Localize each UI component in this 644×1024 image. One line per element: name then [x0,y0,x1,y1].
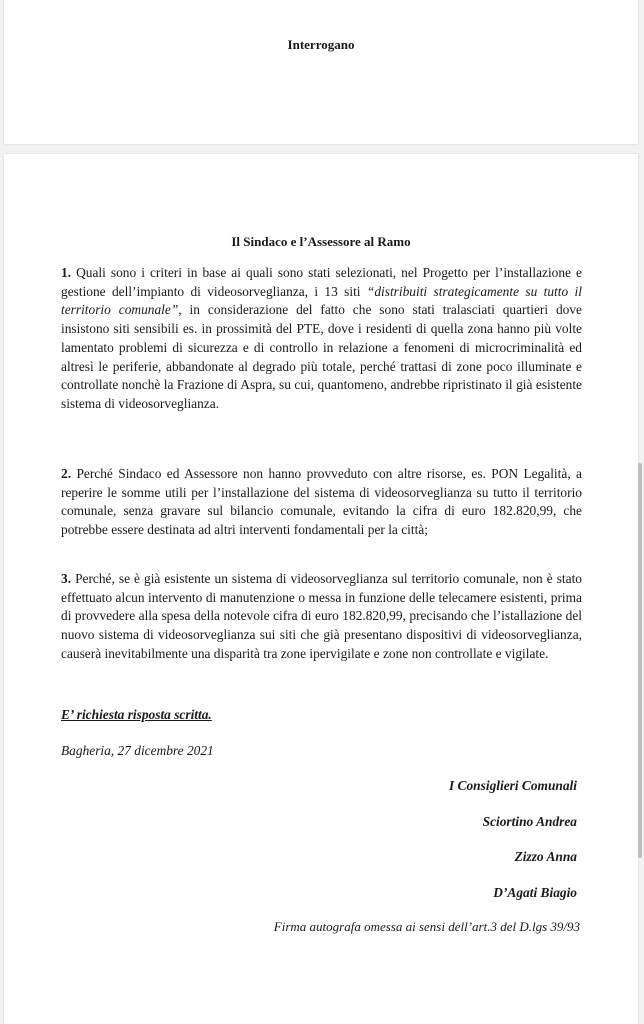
question-1-text-after: , in considerazione del fatto che sono stati tralasciati quartieri dove insistono siti sensibili es. in prossimità del PTE, dove i residenti di quella zona hanno più volte lamentato problemi di sicurezza e di controllo in relazione a fenomeni di microcriminalità ed altresì le periferie, abbandonate al degrado più totale, perché trattasi di zone poco illuminate e controllate nonchè la Frazione di Aspra, su cui, quantomeno, andrebbe ripristinato il già esistente sistema di videosorveglianza. [61,302,583,411]
signature-omitted-note: Firma autografa omessa ai sensi dell’art.3 del D.lgs 39/93 [273,919,580,934]
top-page [4,0,638,144]
addressee-heading: Il Sindaco e l’Assessore al Ramo [231,234,411,249]
vertical-scrollbar[interactable] [638,463,642,858]
signatory-name: D’Agati Biagio [493,885,577,900]
written-reply-request: E’ richiesta risposta scritta. [61,707,212,722]
question-1-text-before: Quali sono i criteri in base ai quali sono stati selezionati, nel Progetto per l’installazione e gestione dell’impianto di videosorveglianza, i 13 siti [61,265,582,299]
question-3 [61,570,582,664]
signatory-name: Zizzo Anna [514,849,577,864]
question-1-number: 1. [61,265,72,280]
question-1-quote: “distribuiti strategicamente su tutto il territorio comunale” [61,283,582,318]
question-3-text: Perché, se è già esistente un sistema di videosorveglianza sul territorio comunale, non è stato effettuato alcun intervento di manutenzione o messa in funzione delle telecamere esistenti, prima di provvedere alla spesa della notevole cifra di euro 182.820,99, precisando che l’istallazione del nuovo sistema di videosorveglianza sui siti che già presentano dispositivi di videosorveglianza, causerà inevitabilmente una disparità tra zone ipervigilate e zone non controllate e vigilate. [61,571,582,661]
question-1 [61,264,582,414]
question-2-number: 2. [61,466,72,481]
question-3-number: 3. [61,571,72,586]
signatories-title: I Consiglieri Comunali [449,778,577,793]
top-page-heading: Interrogano [287,37,355,52]
place-date: Bagheria, 27 dicembre 2021 [61,743,214,758]
question-2-text: Perché Sindaco ed Assessore non hanno provveduto con altre risorse, es. PON Legalità, a reperire le somme utili per l’installazione del sistema di videosorveglianza su tutto il territorio comunale, senza gravare sul bilancio comunale, evitando la cifra di euro 182.820,99, che potrebbe essere destinata ad altri interventi fondamentali per la città; [61,466,582,538]
question-2 [61,465,582,540]
signatory-name: Sciortino Andrea [482,814,577,829]
main-page [4,154,638,1024]
